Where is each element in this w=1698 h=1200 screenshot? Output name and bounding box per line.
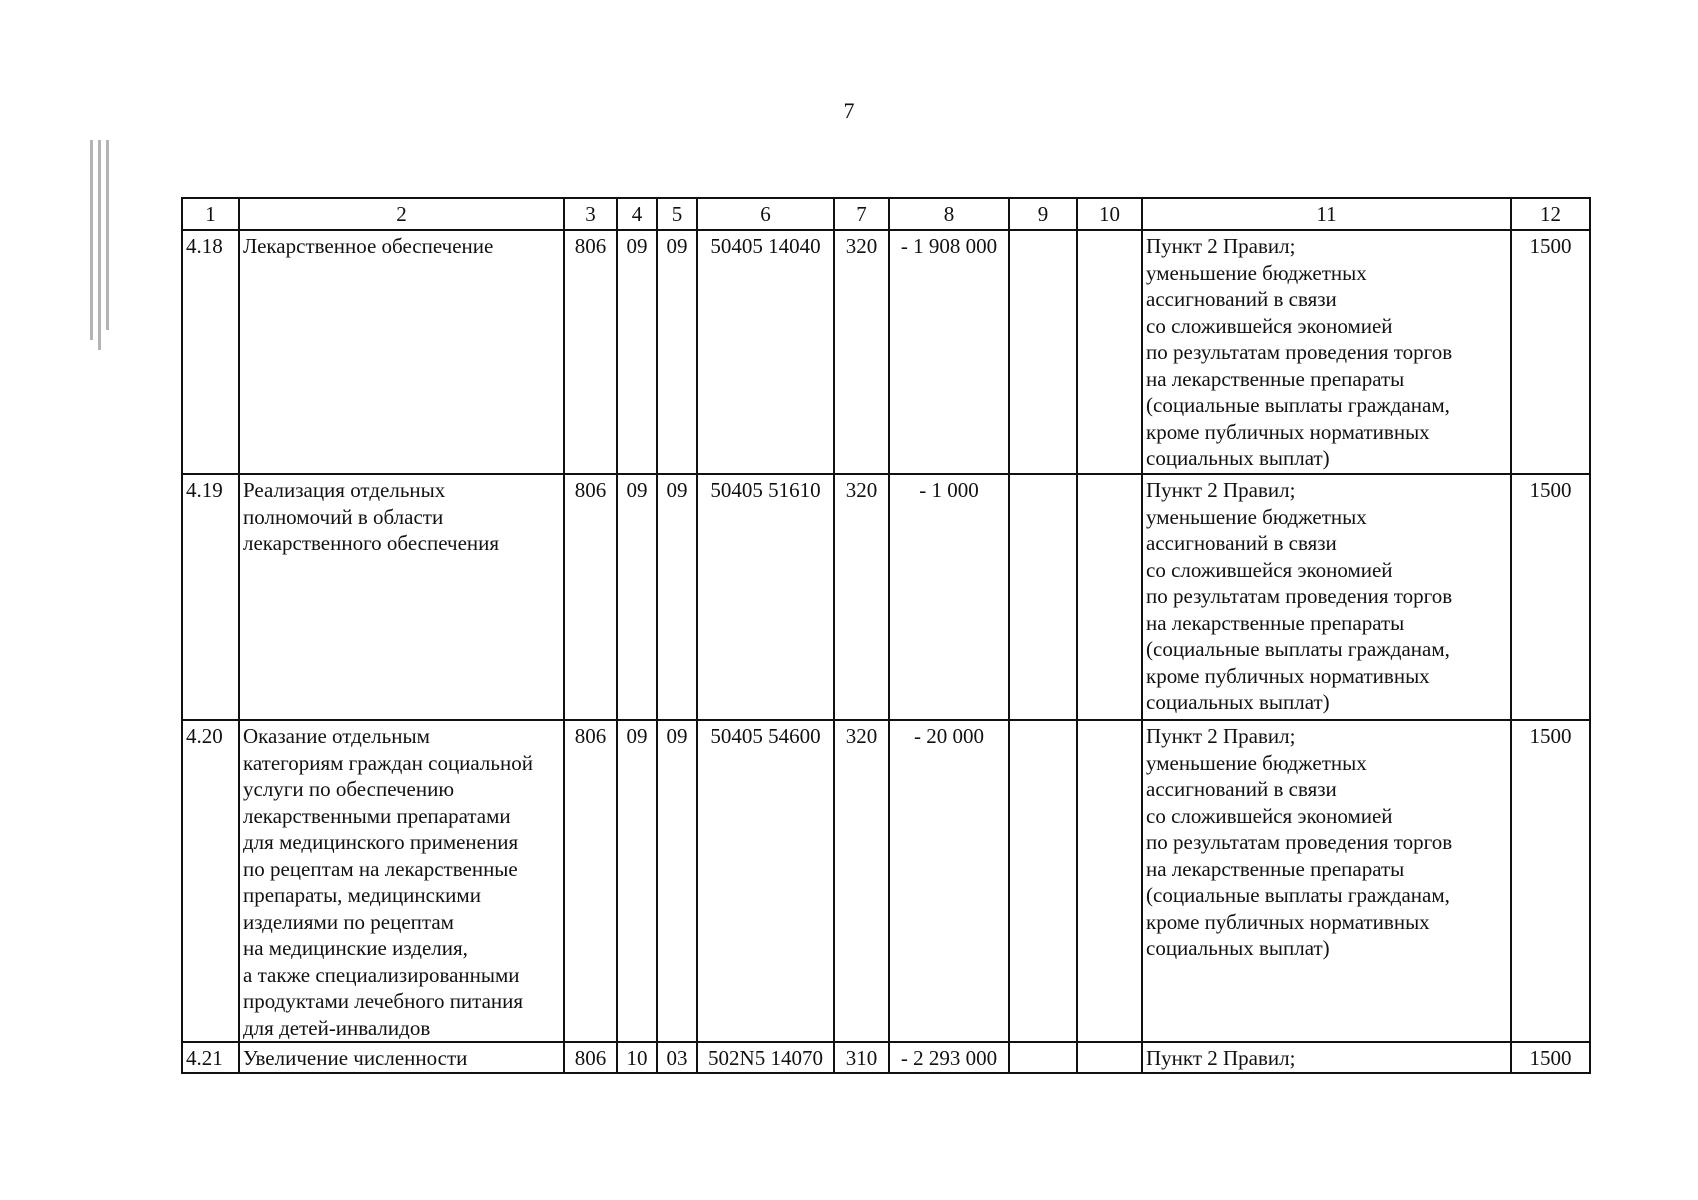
row-name-line: лекарственного обеспечения xyxy=(243,531,500,555)
row-name-line: полномочий в области xyxy=(243,504,444,529)
cell-3: 806 xyxy=(564,1042,617,1073)
row-name xyxy=(239,720,564,1042)
basis-line: на лекарственные препараты xyxy=(1146,610,1405,635)
cell-5: 03 xyxy=(657,1042,697,1073)
cell-10 xyxy=(1077,720,1142,1042)
header-cell-12: 12 xyxy=(1511,198,1590,230)
row-number: 4.18 xyxy=(182,230,239,474)
basis-line: со сложившейся экономией xyxy=(1146,803,1393,828)
row-basis xyxy=(1142,1042,1511,1073)
cell-12: 1500 xyxy=(1511,720,1590,1042)
basis-line: социальных выплат) xyxy=(1146,446,1330,470)
cell-5: 09 xyxy=(657,230,697,474)
row-number: 4.20 xyxy=(182,720,239,1042)
cell-3: 806 xyxy=(564,474,617,720)
row-basis xyxy=(1142,474,1511,720)
row-name-line: а также специализированными xyxy=(243,962,520,987)
page-number: 7 xyxy=(843,98,855,123)
row-number: 4.19 xyxy=(182,474,239,720)
row-name-line: по рецептам на лекарственные xyxy=(243,856,518,881)
basis-line: со сложившейся экономией xyxy=(1146,313,1393,338)
row-name-line: Лекарственное обеспечение xyxy=(243,234,494,258)
basis-line: (социальные выплаты гражданам, xyxy=(1146,393,1450,417)
row-name-line: Реализация отдельных xyxy=(243,478,446,502)
table-row xyxy=(182,720,1590,1042)
cell-10 xyxy=(1077,1042,1142,1073)
header-cell-5: 5 xyxy=(657,198,697,230)
basis-line: Пункт 2 Правил; xyxy=(1146,1046,1296,1070)
basis-line: со сложившейся экономией xyxy=(1146,557,1393,582)
basis-line: уменьшение бюджетных xyxy=(1146,504,1367,529)
cell-10 xyxy=(1077,230,1142,474)
cell-8: - 1 908 000 xyxy=(889,230,1009,474)
cell-6: 502N5 14070 xyxy=(697,1042,834,1073)
row-name-line: изделиями по рецептам xyxy=(243,909,454,934)
basis-line: по результатам проведения торгов xyxy=(1146,830,1453,854)
cell-8: - 2 293 000 xyxy=(889,1042,1009,1073)
row-name-line: для детей-инвалидов xyxy=(243,1015,431,1040)
header-cell-2: 2 xyxy=(239,198,564,230)
row-number: 4.21 xyxy=(182,1042,239,1073)
row-name-line: услуги по обеспечению xyxy=(243,777,455,801)
basis-line: ассигнований в связи xyxy=(1146,287,1337,311)
header-cell-11: 11 xyxy=(1142,198,1511,230)
cell-12: 1500 xyxy=(1511,230,1590,474)
table-row xyxy=(182,1042,1590,1073)
cell-8: - 1 000 xyxy=(889,474,1009,720)
row-basis xyxy=(1142,230,1511,474)
cell-4: 10 xyxy=(617,1042,657,1073)
header-cell-9: 9 xyxy=(1009,198,1077,230)
header-cell-10: 10 xyxy=(1077,198,1142,230)
row-name-line: Оказание отдельным xyxy=(243,724,430,748)
row-name xyxy=(239,1042,564,1073)
cell-5: 09 xyxy=(657,720,697,1042)
basis-line: на лекарственные препараты xyxy=(1146,366,1405,391)
basis-line: на лекарственные препараты xyxy=(1146,856,1405,881)
row-name-line: Увеличение численности xyxy=(243,1046,468,1070)
header-cell-7: 7 xyxy=(834,198,889,230)
basis-line: уменьшение бюджетных xyxy=(1146,260,1367,285)
row-name-line: лекарственными препаратами xyxy=(243,803,511,828)
cell-7: 320 xyxy=(834,230,889,474)
basis-line: кроме публичных нормативных xyxy=(1146,663,1430,688)
row-name-line: на медицинские изделия, xyxy=(243,936,468,960)
cell-4: 09 xyxy=(617,230,657,474)
table-row xyxy=(182,230,1590,474)
basis-line: Пункт 2 Правил; xyxy=(1146,478,1296,502)
cell-6: 50405 14040 xyxy=(697,230,834,474)
basis-line: уменьшение бюджетных xyxy=(1146,750,1367,775)
row-basis xyxy=(1142,720,1511,1042)
basis-line: Пункт 2 Правил; xyxy=(1146,724,1296,748)
basis-line: по результатам проведения торгов xyxy=(1146,340,1453,364)
header-cell-6: 6 xyxy=(697,198,834,230)
header-cell-8: 8 xyxy=(889,198,1009,230)
cell-7: 320 xyxy=(834,720,889,1042)
basis-line: по результатам проведения торгов xyxy=(1146,584,1453,608)
basis-line: кроме публичных нормативных xyxy=(1146,419,1430,444)
basis-line: кроме публичных нормативных xyxy=(1146,909,1430,934)
budget-table xyxy=(181,197,1591,1074)
cell-6: 50405 54600 xyxy=(697,720,834,1042)
basis-line: (социальные выплаты гражданам, xyxy=(1146,883,1450,907)
basis-line: ассигнований в связи xyxy=(1146,777,1337,801)
row-name-line: категориям граждан социальной xyxy=(243,750,533,775)
basis-line: социальных выплат) xyxy=(1146,936,1330,960)
cell-9 xyxy=(1009,474,1077,720)
cell-12: 1500 xyxy=(1511,474,1590,720)
row-name-line: продуктами лечебного питания xyxy=(243,989,524,1013)
cell-10 xyxy=(1077,474,1142,720)
cell-12: 1500 xyxy=(1511,1042,1590,1073)
cell-7: 310 xyxy=(834,1042,889,1073)
cell-9 xyxy=(1009,1042,1077,1073)
row-name-line: для медицинского применения xyxy=(243,830,519,854)
row-name-line: препараты, медицинскими xyxy=(243,883,481,907)
basis-line: социальных выплат) xyxy=(1146,690,1330,714)
basis-line: ассигнований в связи xyxy=(1146,531,1337,555)
cell-9 xyxy=(1009,230,1077,474)
cell-5: 09 xyxy=(657,474,697,720)
cell-7: 320 xyxy=(834,474,889,720)
cell-3: 806 xyxy=(564,230,617,474)
table-row xyxy=(182,474,1590,720)
header-cell-1: 1 xyxy=(182,198,239,230)
cell-6: 50405 51610 xyxy=(697,474,834,720)
header-row xyxy=(182,198,1590,230)
basis-line: (социальные выплаты гражданам, xyxy=(1146,637,1450,661)
cell-8: - 20 000 xyxy=(889,720,1009,1042)
cell-9 xyxy=(1009,720,1077,1042)
header-cell-4: 4 xyxy=(617,198,657,230)
cell-4: 09 xyxy=(617,474,657,720)
side-stamp xyxy=(60,140,124,355)
basis-line: Пункт 2 Правил; xyxy=(1146,234,1296,258)
row-name xyxy=(239,474,564,720)
cell-3: 806 xyxy=(564,720,617,1042)
header-cell-3: 3 xyxy=(564,198,617,230)
row-name xyxy=(239,230,564,474)
cell-4: 09 xyxy=(617,720,657,1042)
